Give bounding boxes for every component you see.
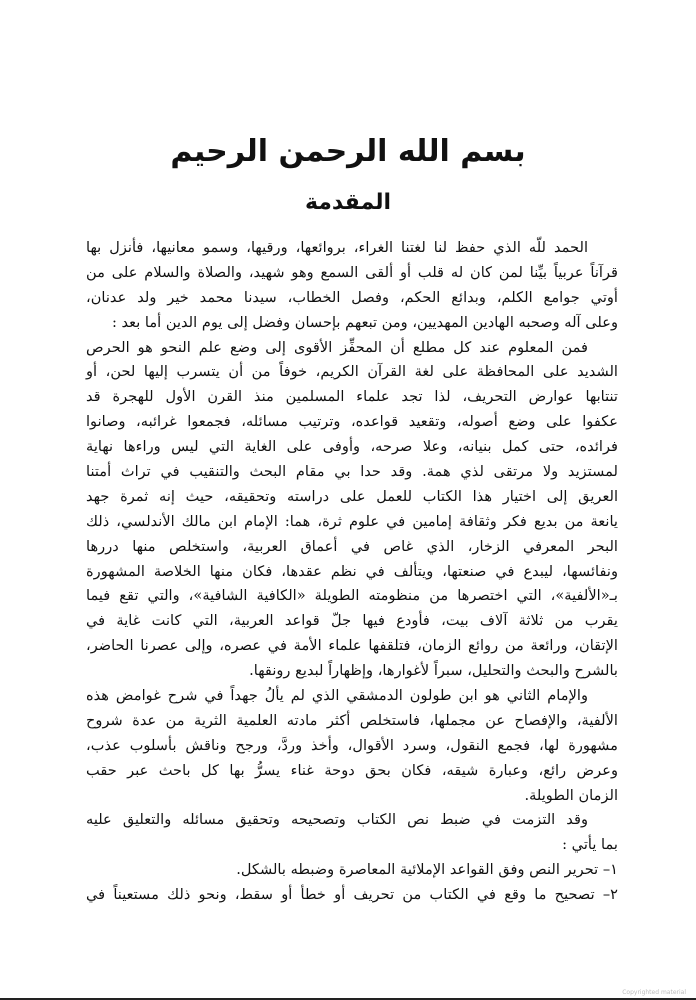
text-line: يقرب من ثلاثة آلاف بيت، فأودع فيها جلّ قواعد العربية، التي كانت غاية في bbox=[86, 612, 618, 630]
copyright-watermark: Copyrighted material bbox=[622, 989, 686, 996]
text-line: الألفية، والإفصاح عن مجملها، فاستخلص أكثر مادته العلمية الثرية من عدة شروح bbox=[86, 711, 618, 729]
text-line: لمستزيد ولا مرتقى لذي همة. وقد حدا بي مقام البحث والتنقيب في تراث أمتنا bbox=[86, 463, 618, 481]
text-line: الحمد للّه الذي حفظ لنا لغتنا الغراء، بروائعها، ورقيها، وسمو معانيها، فأنزل بها bbox=[86, 239, 588, 256]
text-line: والإمام الثاني هو ابن طولون الدمشقي الذي لم يألُ جهداً في شرح غوامض هذه bbox=[86, 687, 588, 705]
text-line: ونفائسها، ليبدع في صنعتها، ويتألف في نظم عقدها، فكان منها الخلاصة المشهورة bbox=[86, 562, 618, 580]
text-line: الإتقان، ورائعة من روائع الزمان، فتلقفها علماء الأمة في عصره، وإلى عصرنا الحاضر، bbox=[86, 637, 618, 655]
text-line: البحر المعرفي الزخار، الذي غاص في أعماق العربية، واستخلص منها دررها bbox=[86, 537, 618, 555]
text-line: تنتابها عوارض التحريف، لذا تجد علماء المسلمين منذ القرن الأول للهجرة قد bbox=[86, 388, 618, 406]
text-line: وقد التزمت في ضبط نص الكتاب وتصحيحه وتحقيق مسائله والتعليق عليه bbox=[86, 811, 588, 829]
basmala-title: بسم الله الرحمن الرحيم bbox=[170, 134, 526, 169]
text-line: ١– تحرير النص وفق القواعد الإملائية المعاصرة وضبطه بالشكل. bbox=[236, 861, 618, 879]
text-line: قرآناً عربياً بيِّنا لمن كان له قلب أو ألقى السمع وهو شهيد، والصلاة والسلام على من bbox=[86, 263, 618, 281]
section-heading: المقدمة bbox=[304, 190, 392, 215]
text-line: الشديد على المحافظة على لغة القرآن الكريم، خوفاً من أن يتسرب إليها لحن، أو bbox=[86, 363, 618, 381]
text-line: ٢– تصحيح ما وقع في الكتاب من تحريف أو خطأ أو سقط، ونحو ذلك مستعيناً في bbox=[86, 886, 618, 904]
text-line: بـ«الألفية»، التي اختصرها من منظومته الطويلة «الكافية الشافية»، والتي تقع فيما bbox=[86, 587, 618, 605]
text-line: مشهورة لها، فجمع النقول، وسرد الأقوال، وأخذ وردَّ، ورجح وناقش بأسلوب عذب، bbox=[86, 736, 618, 754]
text-line: العريق إلى اختيار هذا الكتاب للعمل على دراسته وتحقيقه، حيث إنه ثمرة جهد bbox=[86, 487, 618, 505]
text-line: الزمان الطويلة. bbox=[524, 786, 618, 804]
body-text bbox=[86, 236, 618, 908]
text-line: فمن المعلوم عند كل مطلع أن المحفِّز الأقوى إلى وضع علم النحو هو الحرص bbox=[86, 338, 588, 356]
text-line: فرائده، حتى كمل بنيانه، وعلا صرحه، وأوفى على الغاية التي ليس وراءها نهاية bbox=[86, 438, 618, 456]
text-line: عكفوا على وضع أصوله، وتقعيد قواعده، وترتيب مسائله، فجمعوا غرائبه، وصانوا bbox=[86, 413, 618, 431]
text-line: أوتي جوامع الكلم، وبدائع الحكم، وفصل الخطاب، سيدنا محمد خير ولد عدنان، bbox=[86, 288, 618, 306]
text-line: يانعة من بديع فكر وثقافة إمامين في علوم ثرة، هما: الإمام ابن مالك الأندلسي، ذلك bbox=[86, 512, 618, 530]
text-line: بالشرح والبحث والتحليل، سبراً لأغوارها، وإظهاراً لبديع رونقها. bbox=[249, 662, 618, 680]
text-line: وعرض رائع، وعبارة شيقه، فكان بحق دوحة غناء يسرُّ بها كل باحث عبر حقب bbox=[86, 761, 618, 779]
text-line: وعلى آله وصحبه الهادين المهديين، ومن تبعهم بإحسان وفضل إلى يوم الدين أما بعد : bbox=[111, 313, 618, 331]
text-line: بما يأتي : bbox=[562, 836, 618, 854]
